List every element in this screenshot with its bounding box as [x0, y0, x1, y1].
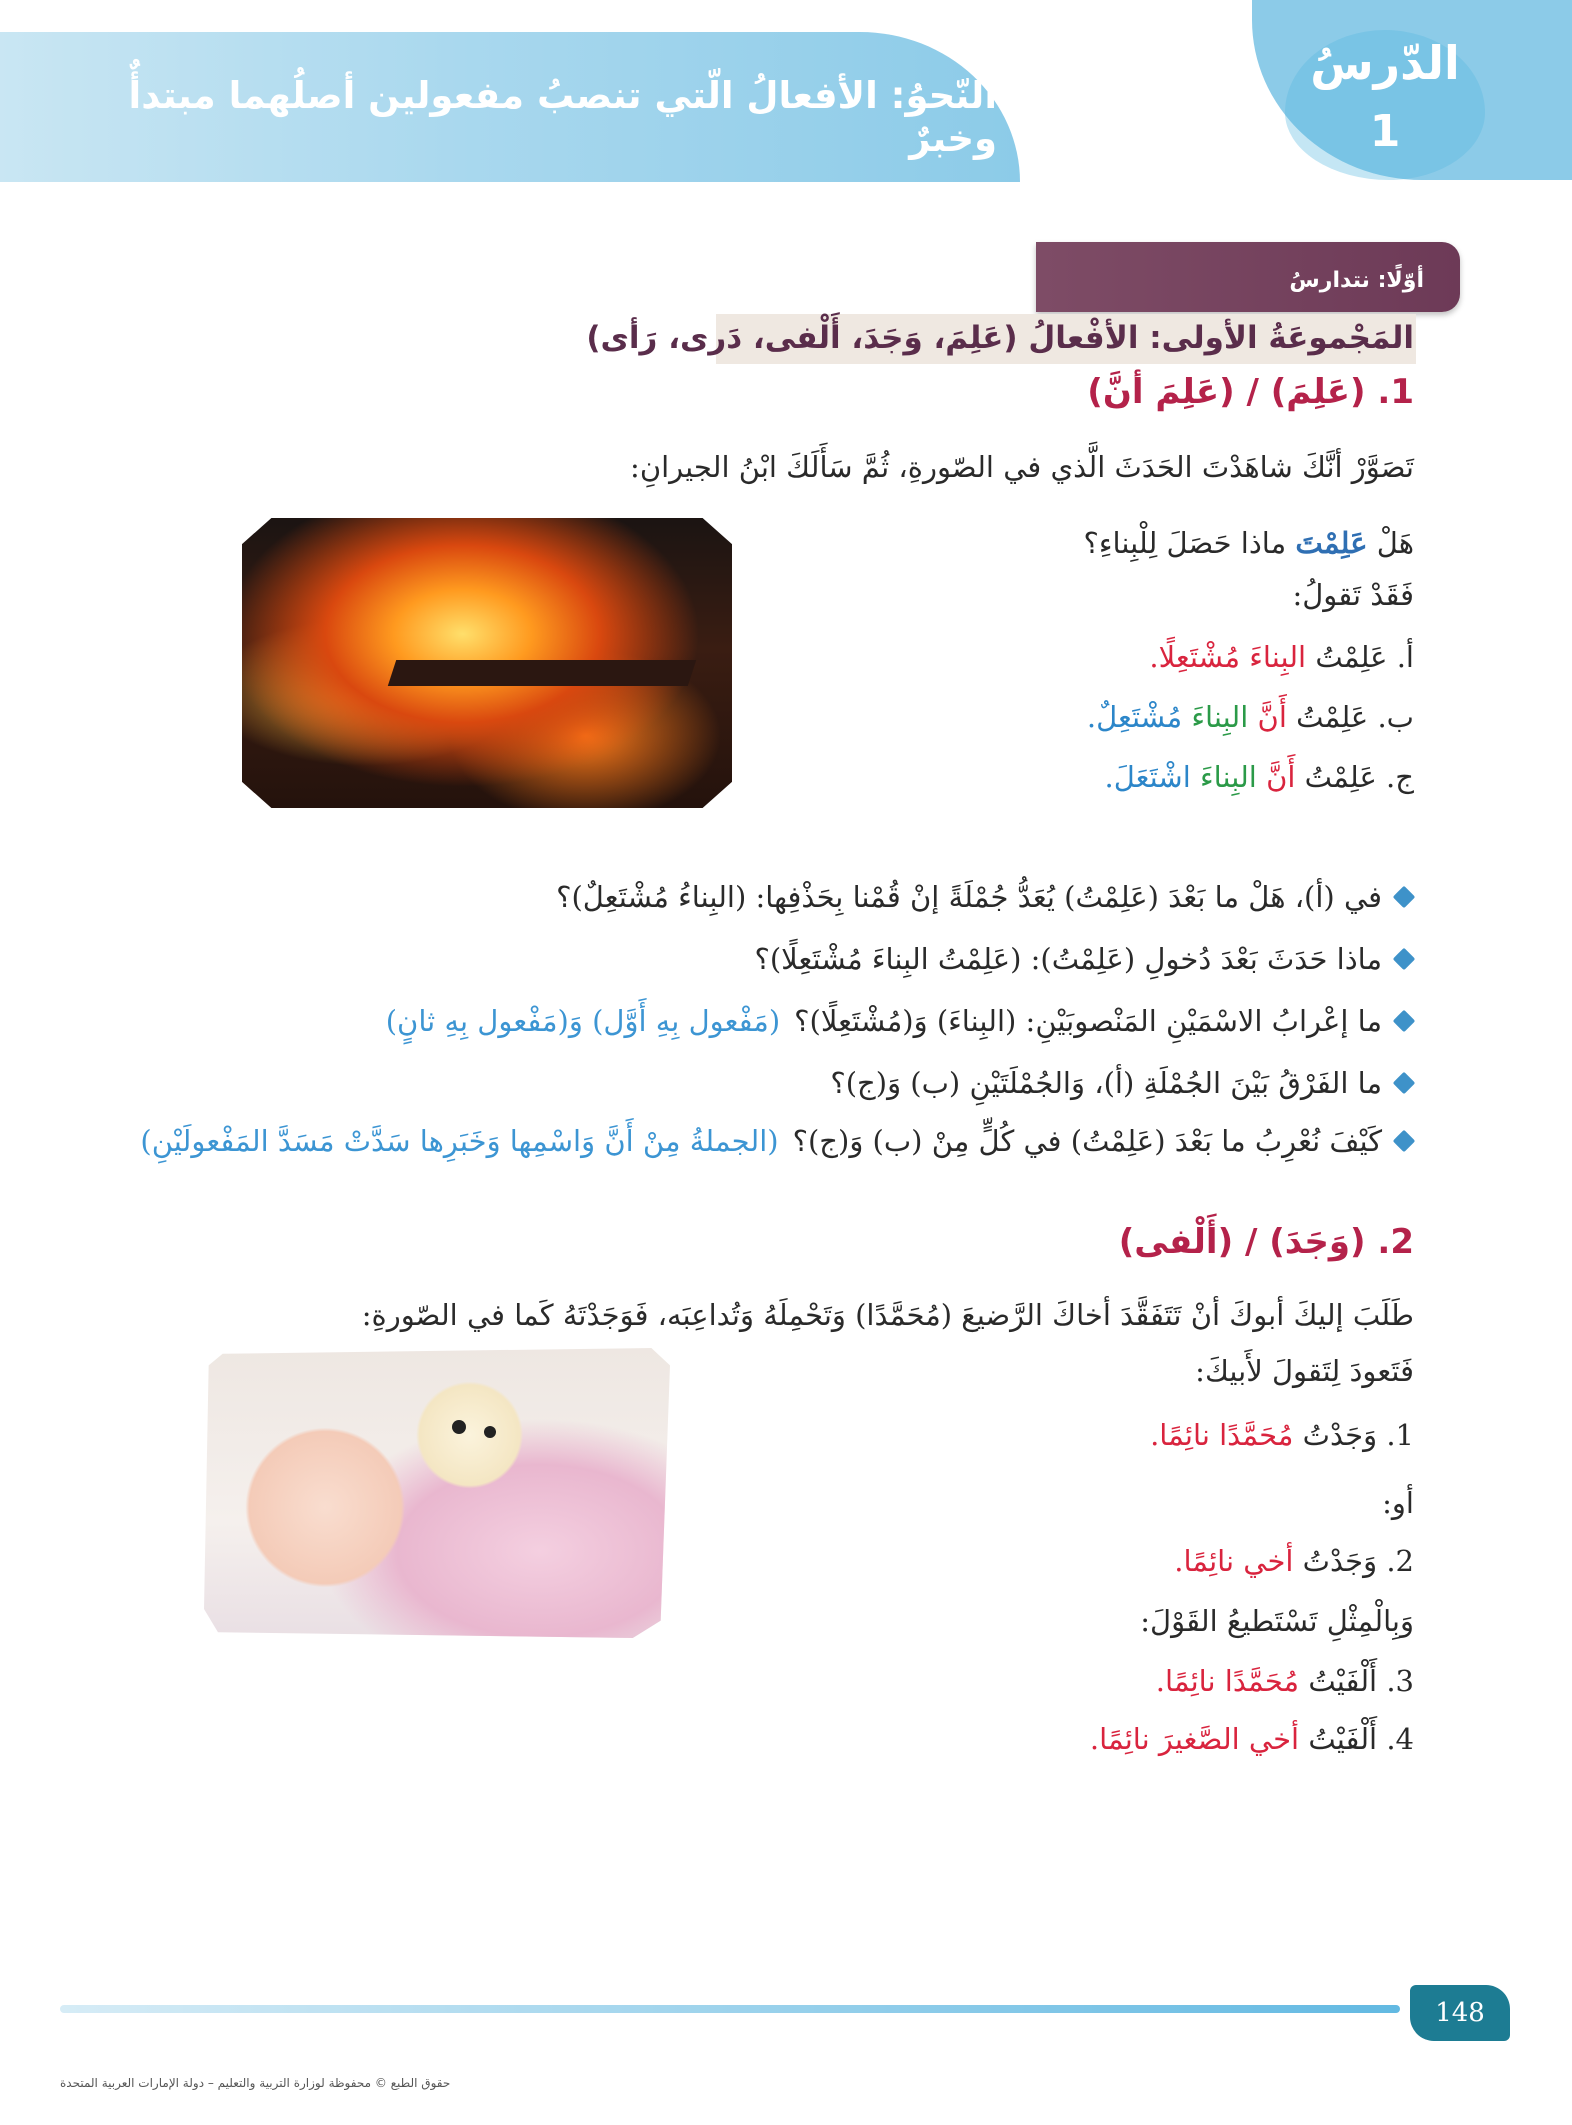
question-item: [386, 1004, 1412, 1038]
teddy-bear-eye: [484, 1426, 496, 1438]
part2-or: أو:: [1382, 1486, 1414, 1520]
example-objects: أخي الصَّغيرَ نائِمًا.: [1089, 1722, 1300, 1756]
diamond-bullet-icon: [1393, 1072, 1416, 1095]
group-heading: المَجْموعَةُ الأولى: الأفْعالُ (عَلِمَ، وَجَدَ، أَلْفى، دَرى، رَأى): [586, 320, 1414, 356]
question-text: ما الفَرْقُ بَيْنَ الجُمْلَةِ (أ)، وَالجُمْلَتَيْنِ (ب) وَ(ج)؟: [830, 1066, 1382, 1100]
example-verb: عَلِمْتُ: [1315, 640, 1388, 674]
question-key-verb: عَلِمْتَ: [1295, 526, 1368, 560]
page-number: 148: [1410, 1985, 1510, 2041]
example-verb: وَجَدْتُ: [1302, 1544, 1378, 1578]
part1-say: فَقَدْ تَقولُ:: [1292, 578, 1414, 612]
part2-example-4: [1090, 1722, 1414, 1756]
footer-bar: [60, 2005, 1400, 2013]
question-answer: (مَفْعول بِهِ أَوَّل) وَ(مَفْعول بِهِ ثانٍ): [385, 1004, 781, 1038]
diamond-bullet-icon: [1393, 948, 1416, 971]
example-predicate: مُشْتَعِلٌ.: [1086, 700, 1183, 734]
question-item: [140, 1124, 1412, 1158]
example-predicate: مُشْتَعِلًا.: [1149, 640, 1241, 674]
example-subject: البِناءَ: [1191, 700, 1249, 734]
burning-roof-shape: [388, 660, 696, 686]
part1-intro: تَصَوَّرْ أنَّكَ شاهَدْتَ الحَدَثَ الَّذي في الصّورةِ، ثُمَّ سَأَلَكَ ابْنُ الجيرانِ:: [630, 450, 1414, 484]
diamond-bullet-icon: [1393, 886, 1416, 909]
part2-say: فَتَعودَ لِتَقولَ لأَبيكَ:: [1195, 1354, 1414, 1388]
example-subject: البِناءَ: [1200, 760, 1257, 794]
question-text: في (أ)، هَلْ ما بَعْدَ (عَلِمْتُ) يُعَدُّ جُمْلَةً إنْ قُمْنا بِحَذْفِها: (البِناءُ مُشْتَعِلٌ)؟: [556, 880, 1382, 914]
example-verb: عَلِمْتُ: [1296, 700, 1369, 734]
question-text: ما إعْرابُ الاسْمَيْنِ المَنْصوبَيْنِ: (البِناءَ) وَ(مُشْتَعِلًا)؟: [794, 1004, 1382, 1038]
example-verb: عَلِمْتُ: [1304, 760, 1377, 794]
question-answer: (الجملةُ مِنْ أَنَّ وَاسْمِها وَخَبَرِها سَدَّتْ مَسَدَّ المَفْعولَيْنِ): [140, 1124, 779, 1158]
part2-likewise: وَبِالْمِثْلِ تَسْتَطيعُ القَوْلَ:: [1140, 1604, 1414, 1638]
part2-heading: 2. (وَجَدَ) / (أَلْفى): [1118, 1222, 1414, 1262]
question-pre: هَلْ: [1376, 526, 1414, 560]
example-prefix: 1.: [1386, 1418, 1414, 1452]
example-prefix: ب.: [1377, 700, 1414, 734]
part2-example-1: [1150, 1418, 1414, 1452]
example-verb: وَجَدْتُ: [1302, 1418, 1378, 1452]
question-text: كَيْفَ نُعْرِبُ ما بَعْدَ (عَلِمْتُ) في كُلٍّ مِنْ (ب) وَ(ج)؟: [792, 1124, 1382, 1158]
example-prefix: 3.: [1386, 1664, 1414, 1698]
example-b: [1087, 700, 1414, 734]
question-item: [830, 1066, 1412, 1100]
section-tag-label: أوّلًا: نتدارسُ: [1289, 268, 1424, 293]
part1-question: [1084, 526, 1414, 560]
example-prefix: 2.: [1386, 1544, 1414, 1578]
lesson-number: 1: [1369, 106, 1401, 157]
sleeping-baby-photo: [204, 1348, 670, 1638]
example-predicate: اشْتَعَلَ.: [1104, 760, 1191, 794]
example-anna: أَنَّ: [1266, 760, 1296, 794]
question-item: [556, 880, 1412, 914]
example-prefix: 4.: [1386, 1722, 1414, 1756]
part2-example-2: [1174, 1544, 1414, 1578]
example-objects: مُحَمَّدًا نائِمًا.: [1155, 1664, 1300, 1698]
question-text: ماذا حَدَثَ بَعْدَ دُخولِ (عَلِمْتُ): (عَلِمْتُ البِناءَ مُشْتَعِلًا)؟: [754, 942, 1382, 976]
question-post: ماذا حَصَلَ لِلْبِناءِ؟: [1083, 526, 1287, 560]
example-prefix: ج.: [1386, 760, 1414, 794]
lesson-title: النّحوُ: الأفعالُ الّتي تنصبُ مفعولين أصلُهما مبتدأٌ وخبرٌ: [128, 74, 997, 160]
example-objects: أخي نائِمًا.: [1174, 1544, 1294, 1578]
example-a: [1149, 640, 1414, 674]
part2-example-3: [1156, 1664, 1414, 1698]
example-verb: أَلْفَيْتُ: [1308, 1722, 1378, 1756]
example-prefix: أ.: [1396, 640, 1414, 674]
example-anna: أَنَّ: [1257, 700, 1287, 734]
question-item: [754, 942, 1412, 976]
example-verb: أَلْفَيْتُ: [1308, 1664, 1378, 1698]
part1-heading: 1. (عَلِمَ) / (عَلِمَ أنَّ): [1087, 372, 1414, 412]
example-subject: البِناءَ: [1249, 640, 1307, 674]
part2-intro: طَلَبَ إليكَ أبوكَ أنْ تَتَفَقَّدَ أخاكَ الرَّضيعَ (مُحَمَّدًا) وَتَحْمِلَهُ وَتُداعِبَه، فَوَجَدْتَهُ كَما في الصّورةِ:: [361, 1298, 1414, 1332]
diamond-bullet-icon: [1393, 1010, 1416, 1033]
lesson-label: الدّرسُ: [1310, 36, 1460, 90]
copyright-notice: حقوق الطبع © محفوظة لوزارة التربية والتعليم – دولة الإمارات العربية المتحدة: [60, 2076, 451, 2090]
example-objects: مُحَمَّدًا نائِمًا.: [1150, 1418, 1294, 1452]
diamond-bullet-icon: [1393, 1130, 1416, 1153]
teddy-bear-eye: [452, 1420, 466, 1434]
example-c: [1105, 760, 1415, 794]
